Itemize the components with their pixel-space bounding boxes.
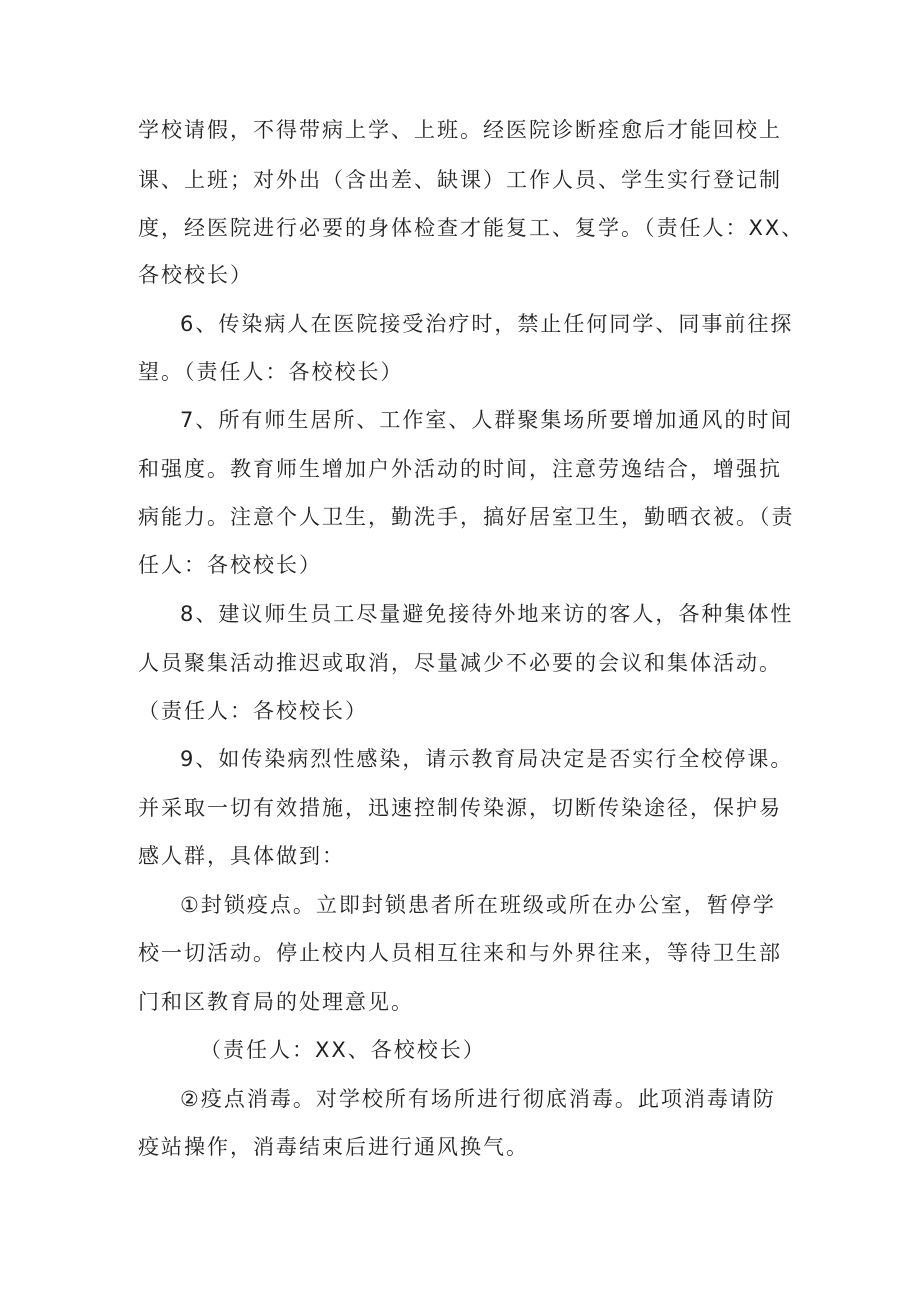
text-line-21: ②疫点消毒。对学校所有场所进行彻底消毒。此项消毒请防 — [180, 1087, 776, 1111]
text-line-1: 学校请假，不得带病上学、上班。经医院诊断痊愈后才能回校上 — [138, 118, 782, 142]
text-line-15: 并采取一切有效措施，迅速控制传染源，切断传染途径，保护易 — [138, 796, 782, 820]
text-line-8: 和强度。教育师生增加户外活动的时间，注意劳逸结合，增强抗 — [138, 457, 782, 481]
text-line-18: 校一切活动。停止校内人员相互往来和与外界往来，等待卫生部 — [138, 941, 782, 965]
text-line-2: 课、上班；对外出（含出差、缺课）工作人员、学生实行登记制 — [138, 168, 782, 192]
text-line-5: 6、传染病人在医院接受治疗时，禁止任何同学、同事前往探 — [180, 312, 794, 336]
text-line-13: （责任人：各校校长） — [138, 699, 368, 723]
text-line-20: （责任人：XX、各校校长） — [200, 1038, 486, 1062]
text-line-10: 任人：各校校长） — [138, 553, 322, 577]
text-line-22: 疫站操作，消毒结束后进行通风换气。 — [138, 1135, 529, 1159]
text-line-9: 病能力。注意个人卫生，勤洗手，搞好居室卫生，勤晒衣被。（责 — [138, 505, 795, 529]
text-line-11: 8、建议师生员工尽量避免接待外地来访的客人，各种集体性 — [180, 602, 794, 626]
text-line-7: 7、所有师生居所、工作室、人群聚集场所要增加通风的时间 — [180, 408, 794, 432]
text-line-16: 感人群，具体做到： — [138, 844, 345, 868]
text-line-6: 望。（责任人：各校校长） — [138, 360, 404, 384]
text-line-12: 人员聚集活动推迟或取消，尽量减少不必要的会议和集体活动。 — [138, 651, 782, 675]
text-line-14: 9、如传染病烈性感染，请示教育局决定是否实行全校停课。 — [180, 747, 794, 771]
text-line-3: 度，经医院进行必要的身体检查才能复工、复学。（责任人：XX、 — [138, 216, 805, 240]
text-line-4: 各校校长） — [138, 263, 253, 287]
text-line-19: 门和区教育局的处理意见。 — [138, 990, 414, 1014]
text-line-17: ①封锁疫点。立即封锁患者所在班级或所在办公室，暂停学 — [180, 893, 776, 917]
